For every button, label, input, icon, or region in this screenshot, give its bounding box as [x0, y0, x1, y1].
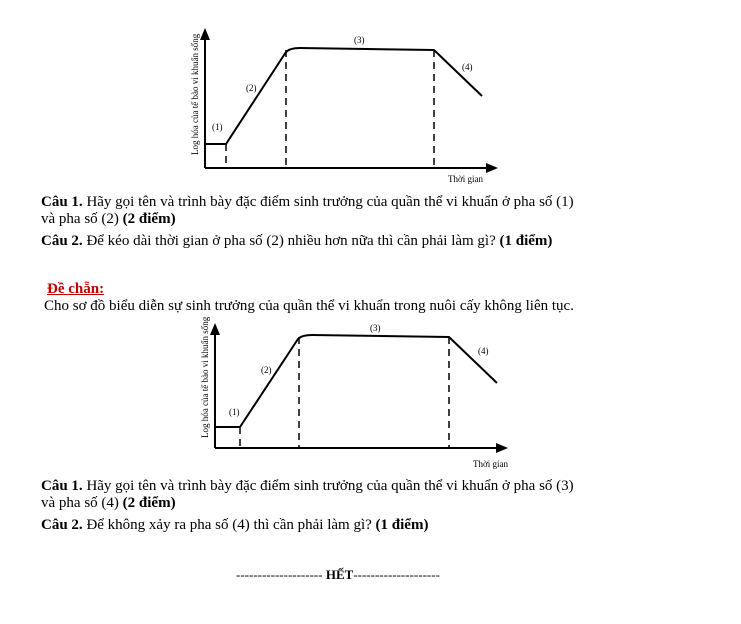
question-2-odd: [41, 233, 552, 250]
phase-label-3: (3): [370, 323, 381, 333]
phase-label-2: (2): [261, 365, 272, 375]
question-label: Câu 2.: [41, 517, 83, 533]
x-axis-arrow: [496, 443, 508, 453]
dashes-left: --------------------: [236, 567, 323, 582]
phase-label-1: (1): [212, 122, 223, 132]
question-text: Để không xảy ra pha số (4) thì cần phải làm gì?: [82, 517, 376, 533]
question-points: (2 điểm): [122, 211, 176, 227]
phase-label-1: (1): [229, 407, 240, 417]
question-2-even: [41, 517, 428, 534]
y-axis-label: Log hóa của tế bào vi khuẩn sống: [200, 316, 210, 438]
question-text: Hãy gọi tên và trình bày đặc điểm sinh trưởng của quần thể vi khuẩn ở pha số (1): [82, 194, 574, 210]
x-axis-label: Thời gian: [448, 174, 484, 184]
dashes-right: --------------------: [353, 567, 440, 582]
question-1-odd: [41, 194, 574, 211]
y-axis-label: Log hóa của tế bào vi khuẩn sống: [190, 33, 200, 155]
question-text: Để kéo dài thời gian ở pha số (2) nhiều hơn nữa thì cần phải làm gì?: [82, 233, 500, 249]
end-marker: [236, 566, 440, 583]
even-section-heading: Đề chẵn:: [47, 281, 105, 297]
question-text: và pha số (2): [41, 211, 123, 227]
question-label: Câu 1.: [41, 478, 83, 494]
question-points: (1 điểm): [375, 517, 429, 533]
growth-curve: [205, 48, 482, 144]
even-intro-text: Cho sơ đồ biểu diễn sự sinh trưởng của quần thể vi khuẩn trong nuôi cấy không liên tục.: [44, 298, 574, 314]
question-points: (2 điểm): [122, 495, 176, 511]
y-axis-arrow: [210, 323, 220, 335]
question-1-even-line2: [41, 495, 176, 512]
phase-label-4: (4): [478, 346, 489, 356]
question-label: Câu 2.: [41, 233, 83, 249]
x-axis-arrow: [486, 163, 498, 173]
x-axis-label: Thời gian: [473, 459, 509, 469]
y-axis-arrow: [200, 28, 210, 40]
question-text: Hãy gọi tên và trình bày đặc điểm sinh trưởng của quần thể vi khuẩn ở pha số (3): [82, 478, 574, 494]
growth-curve-diagram-2: [195, 315, 525, 475]
question-text: và pha số (4): [41, 495, 123, 511]
question-label: Câu 1.: [41, 194, 83, 210]
question-1-even: [41, 478, 574, 495]
question-points: (1 điểm): [499, 233, 553, 249]
question-1-odd-line2: [41, 211, 176, 228]
phase-label-2: (2): [246, 83, 257, 93]
end-text: HẾT: [322, 567, 354, 582]
phase-label-3: (3): [354, 35, 365, 45]
growth-curve: [215, 335, 497, 427]
phase-label-4: (4): [462, 62, 473, 72]
growth-curve-diagram-1: [180, 20, 510, 190]
